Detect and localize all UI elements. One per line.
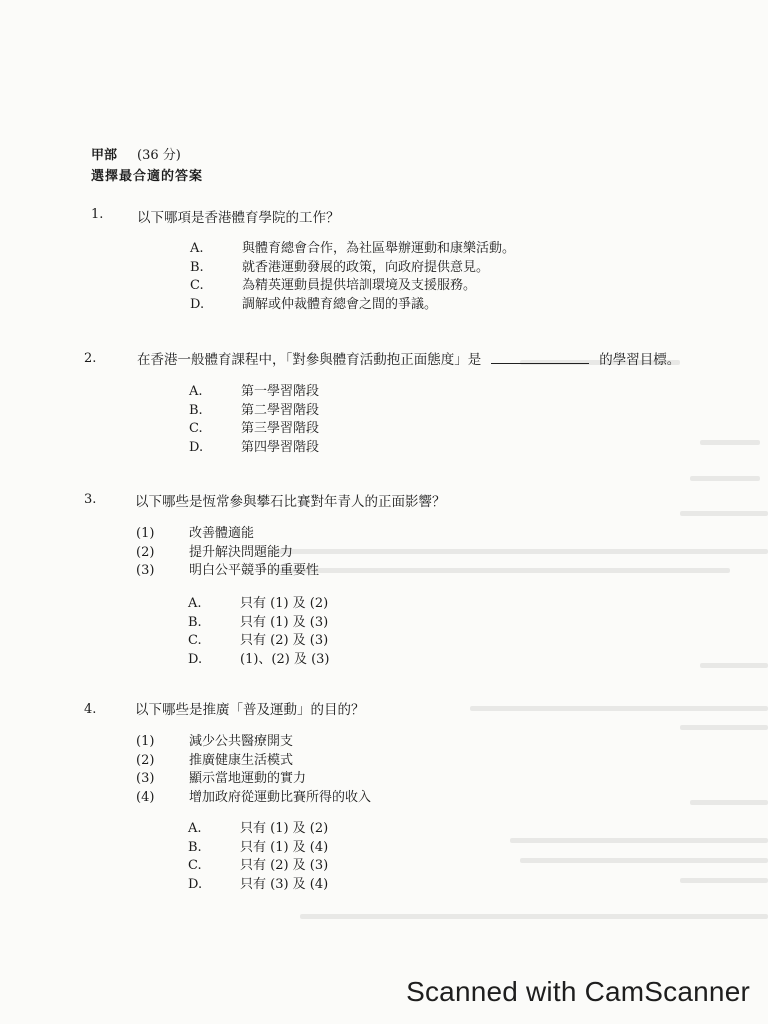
option-a: A. 與體育總會合作，為社區舉辦運動和康樂活動。: [190, 241, 516, 256]
section-heading: [91, 144, 181, 163]
statement-list: [136, 525, 319, 581]
question-number: 4.: [84, 702, 97, 717]
option-a: A. 只有 (1) 及 (2): [188, 596, 329, 611]
question-number: 1.: [91, 207, 104, 222]
option-list: [189, 383, 319, 457]
statement-4: (4) 增加政府從運動比賽所得的收入: [136, 789, 372, 805]
question-text: [137, 348, 680, 368]
option-b: B. 只有 (1) 及 (3): [188, 614, 329, 630]
option-d: D. 只有 (3) 及 (4): [188, 876, 329, 892]
statement-2: (2) 推廣健康生活模式: [136, 752, 294, 768]
question-number: 2.: [84, 351, 97, 366]
option-c: C. 第三學習階段: [189, 421, 320, 436]
question-text: 以下哪些是推廣「普及運動」的目的？: [135, 702, 365, 718]
question-text-before: 在香港一般體育課程中，「對參與體育活動抱正面態度」是: [137, 352, 482, 368]
option-d: D. 第四學習階段: [189, 439, 320, 455]
option-a: A. 第一學習階段: [189, 384, 320, 399]
option-d: D. 調解或仲裁體育總會之間的爭議。: [190, 296, 438, 312]
option-c: C. 為精英運動員提供培訓環境及支援服務。: [190, 278, 477, 293]
option-list: [190, 240, 515, 314]
statement-3: (3) 顯示當地運動的實力: [136, 771, 307, 786]
statement-3: (3) 明白公平競爭的重要性: [136, 563, 320, 578]
camscanner-watermark: Scanned with CamScanner: [406, 976, 750, 1007]
question-text: 以下哪項是香港體育學院的工作？: [137, 210, 340, 226]
statement-1: (1) 減少公共醫療開支: [136, 734, 294, 749]
option-d: D. (1)、(2) 及 (3): [188, 651, 330, 667]
section-instruction: 選擇最合適的答案: [91, 169, 204, 184]
statement-1: (1) 改善體適能: [136, 526, 255, 541]
option-list: [188, 820, 328, 894]
statement-2: (2) 提升解決問題能力: [136, 544, 294, 560]
option-c: C. 只有 (2) 及 (3): [188, 633, 329, 648]
section-marks: (36 分): [137, 148, 181, 163]
question-text-after: 的學習目標。: [599, 352, 681, 368]
question-number: 3.: [84, 492, 97, 507]
statement-list: [136, 733, 371, 807]
section-title: 甲部: [91, 148, 118, 163]
option-b: B. 就香港運動發展的政策，向政府提供意見。: [190, 259, 490, 275]
option-b: B. 只有 (1) 及 (4): [188, 839, 329, 855]
option-b: B. 第二學習階段: [189, 402, 320, 418]
option-a: A. 只有 (1) 及 (2): [188, 821, 329, 836]
option-list: [188, 595, 330, 669]
question-text: 以下哪些是恆常參與攀石比賽對年青人的正面影響？: [135, 494, 446, 510]
answer-blank: [491, 352, 589, 364]
option-c: C. 只有 (2) 及 (3): [188, 858, 329, 873]
